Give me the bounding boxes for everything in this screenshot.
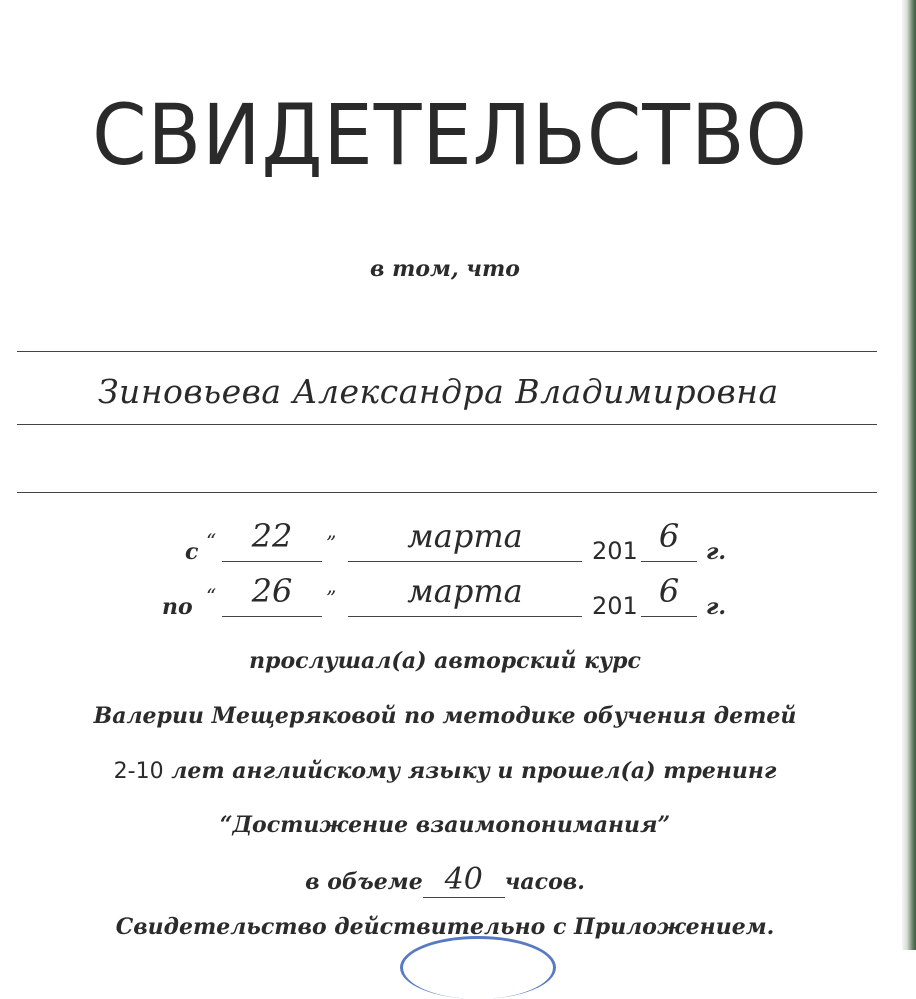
volume-suffix: часов.	[504, 869, 585, 895]
body-line-3	[0, 758, 890, 784]
date-from-month: марта	[407, 517, 523, 555]
age-range: 2-10	[113, 759, 164, 784]
body-line-4: “Достижение взаимопонимания”	[219, 812, 671, 838]
rule-name	[17, 424, 877, 425]
date-to-year-suffix: 6	[658, 572, 680, 610]
date-from-year-suffix: 6	[658, 517, 680, 555]
date-from-prefix: с	[185, 539, 199, 565]
body-line-2: Валерии Мещеряковой по методике обучения детей	[93, 703, 797, 729]
date-to-prefix: по	[162, 594, 193, 620]
volume-field	[423, 862, 505, 898]
date-from-year-field	[641, 517, 697, 562]
date-to-close-quote: ”	[326, 586, 337, 610]
volume-line	[0, 862, 890, 898]
date-from-row	[0, 517, 916, 565]
date-to-month-field	[348, 572, 582, 617]
rule-top	[17, 351, 877, 352]
date-to-year-label: г.	[706, 594, 727, 620]
date-from-year-label: г.	[706, 539, 727, 565]
scan-edge	[902, 0, 916, 950]
subtitle: в том, что	[370, 256, 520, 282]
date-to-year-field	[641, 572, 697, 617]
body-line-3-text: лет английскому языку и прошел(а) тренинг	[163, 758, 777, 784]
date-to-month: марта	[407, 572, 523, 610]
volume-value: 40	[444, 862, 483, 897]
date-from-year-prefix: 201	[592, 537, 638, 565]
date-from-open-quote: “	[206, 529, 217, 553]
date-from-close-quote: ”	[326, 531, 337, 555]
date-to-year-prefix: 201	[592, 592, 638, 620]
body-line-1: прослушал(а) авторский курс	[249, 648, 641, 674]
date-from-day-field	[222, 517, 322, 562]
date-to-open-quote: “	[206, 584, 217, 608]
recipient-name: Зиновьева Александра Владимировна	[98, 372, 779, 411]
rule-blank	[17, 492, 877, 493]
stamp-seal	[400, 936, 556, 999]
date-from-day: 22	[251, 517, 293, 555]
body-line-6: Свидетельство действительно с Приложением.	[115, 914, 775, 940]
date-to-row	[0, 572, 916, 620]
date-to-day: 26	[251, 572, 293, 610]
certificate-title: СВИДЕТЕЛЬСТВО	[92, 86, 808, 184]
volume-prefix: в объеме	[305, 869, 423, 895]
date-from-month-field	[348, 517, 582, 562]
date-to-day-field	[222, 572, 322, 617]
